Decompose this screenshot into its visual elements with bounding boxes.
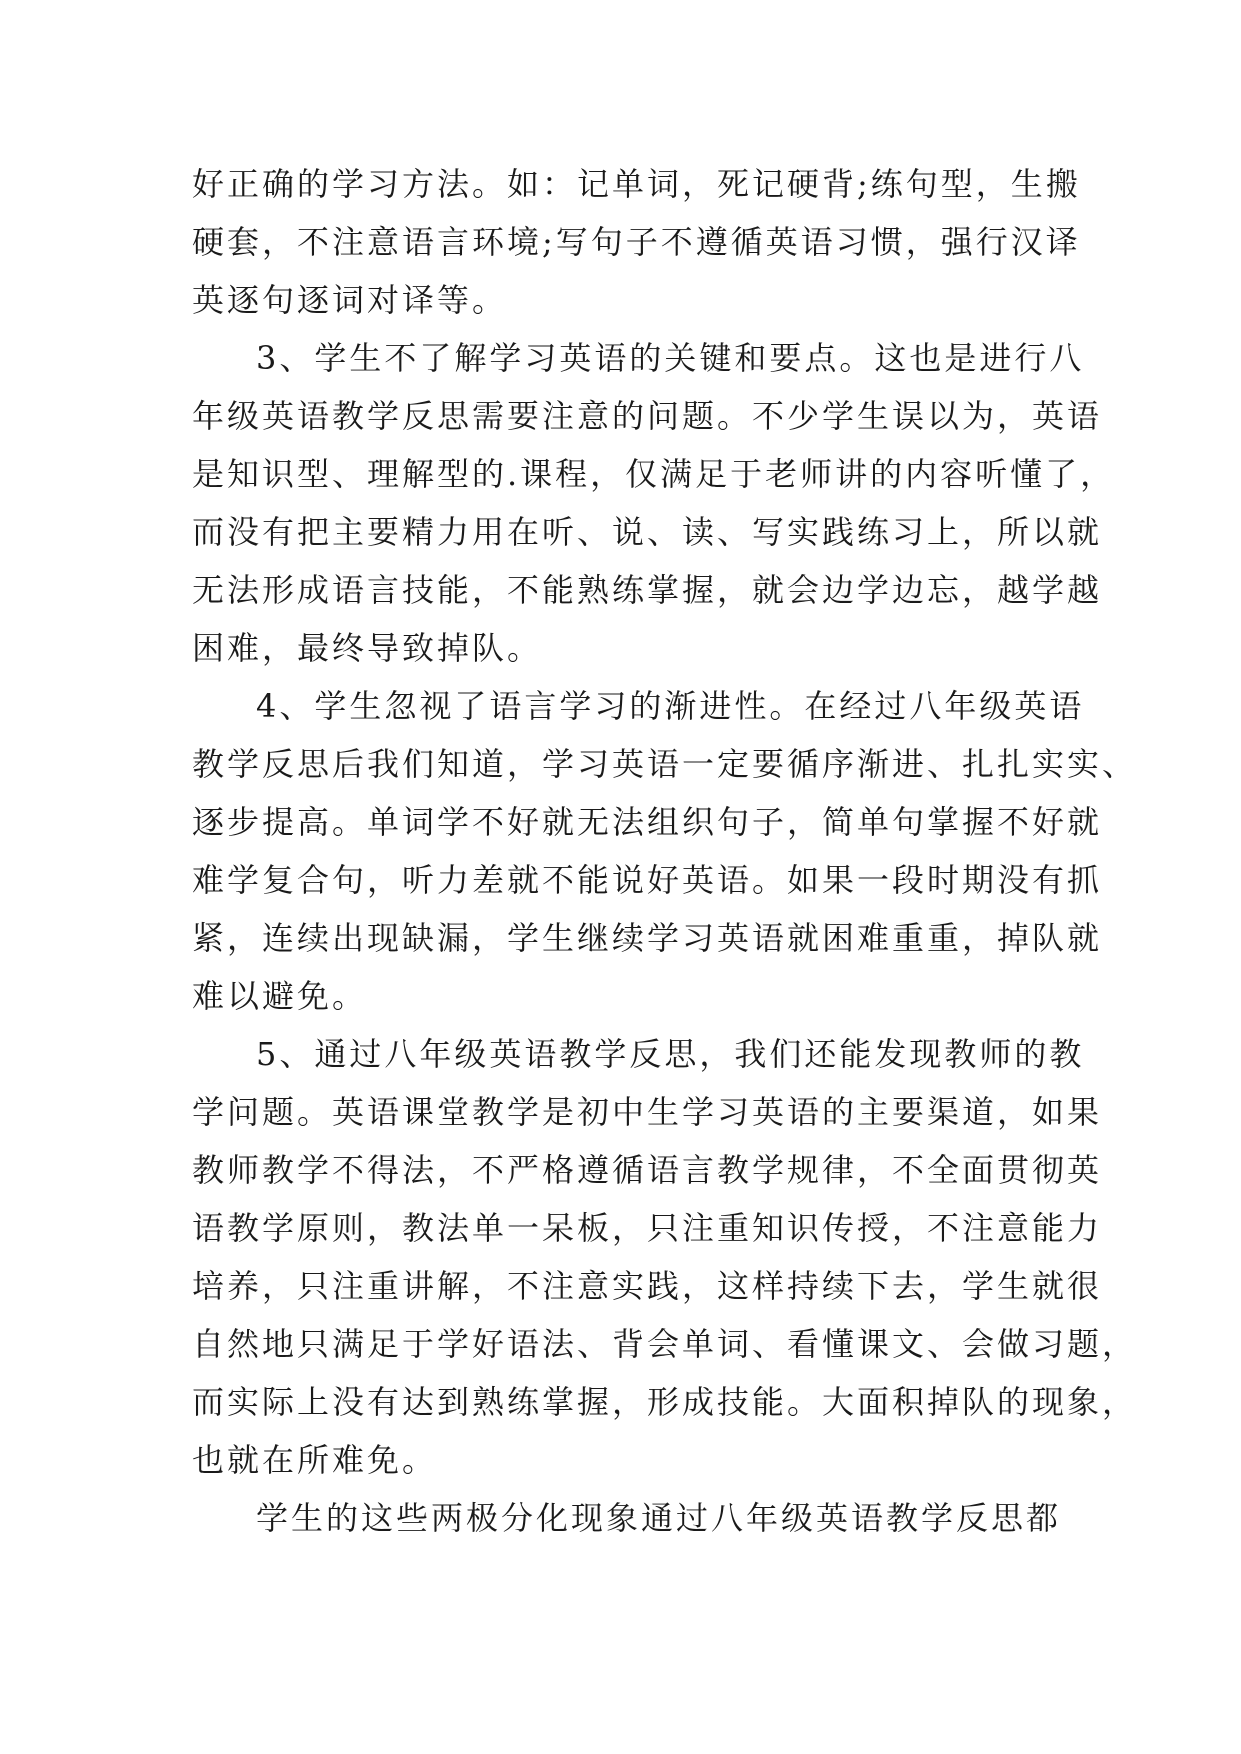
- text-line: 年级英语教学反思需要注意的问题。不少学生误以为，英语: [192, 397, 1103, 435]
- text-line: 3、学生不了解学习英语的关键和要点。这也是进行八: [256, 339, 1085, 377]
- text-line: 教学反思后我们知道，学习英语一定要循序渐进、扎扎实实、: [192, 745, 1138, 783]
- text-line: 学问题。英语课堂教学是初中生学习英语的主要渠道，如果: [192, 1093, 1103, 1131]
- text-line: 也就在所难免。: [192, 1441, 438, 1479]
- text-line: 4、学生忽视了语言学习的渐进性。在经过八年级英语: [256, 687, 1085, 725]
- text-line: 难以避免。: [192, 977, 368, 1015]
- text-line: 硬套，不注意语言环境;写句子不遵循英语习惯，强行汉译: [192, 223, 1081, 261]
- body-text: [192, 155, 1138, 1547]
- text-line: 而没有把主要精力用在听、说、读、写实践练习上，所以就: [192, 513, 1103, 551]
- text-line: 教师教学不得法，不严格遵循语言教学规律，不全面贯彻英: [192, 1151, 1103, 1189]
- text-line: 语教学原则，教法单一呆板，只注重知识传授，不注意能力: [192, 1209, 1103, 1247]
- text-line: 困难，最终导致掉队。: [192, 629, 543, 667]
- text-line: 紧，连续出现缺漏，学生继续学习英语就困难重重，掉队就: [192, 919, 1103, 957]
- text-line: 难学复合句，听力差就不能说好英语。如果一段时期没有抓: [192, 861, 1103, 899]
- text-line: 英逐句逐词对译等。: [192, 281, 508, 319]
- text-line: 而实际上没有达到熟练掌握，形成技能。大面积掉队的现象，: [192, 1383, 1138, 1421]
- text-line: 是知识型、理解型的.课程，仅满足于老师讲的内容听懂了，: [192, 455, 1116, 493]
- text-line: 逐步提高。单词学不好就无法组织句子，简单句掌握不好就: [192, 803, 1103, 841]
- text-line: 好正确的学习方法。如：记单词，死记硬背;练句型，生搬: [192, 165, 1081, 203]
- text-line: 自然地只满足于学好语法、背会单词、看懂课文、会做习题，: [192, 1325, 1138, 1363]
- text-line: 5、通过八年级英语教学反思，我们还能发现教师的教: [256, 1035, 1085, 1073]
- text-line: 学生的这些两极分化现象通过八年级英语教学反思都: [256, 1499, 1062, 1537]
- text-line: 无法形成语言技能，不能熟练掌握，就会边学边忘，越学越: [192, 571, 1103, 609]
- text-line: 培养，只注重讲解，不注意实践，这样持续下去，学生就很: [192, 1267, 1103, 1305]
